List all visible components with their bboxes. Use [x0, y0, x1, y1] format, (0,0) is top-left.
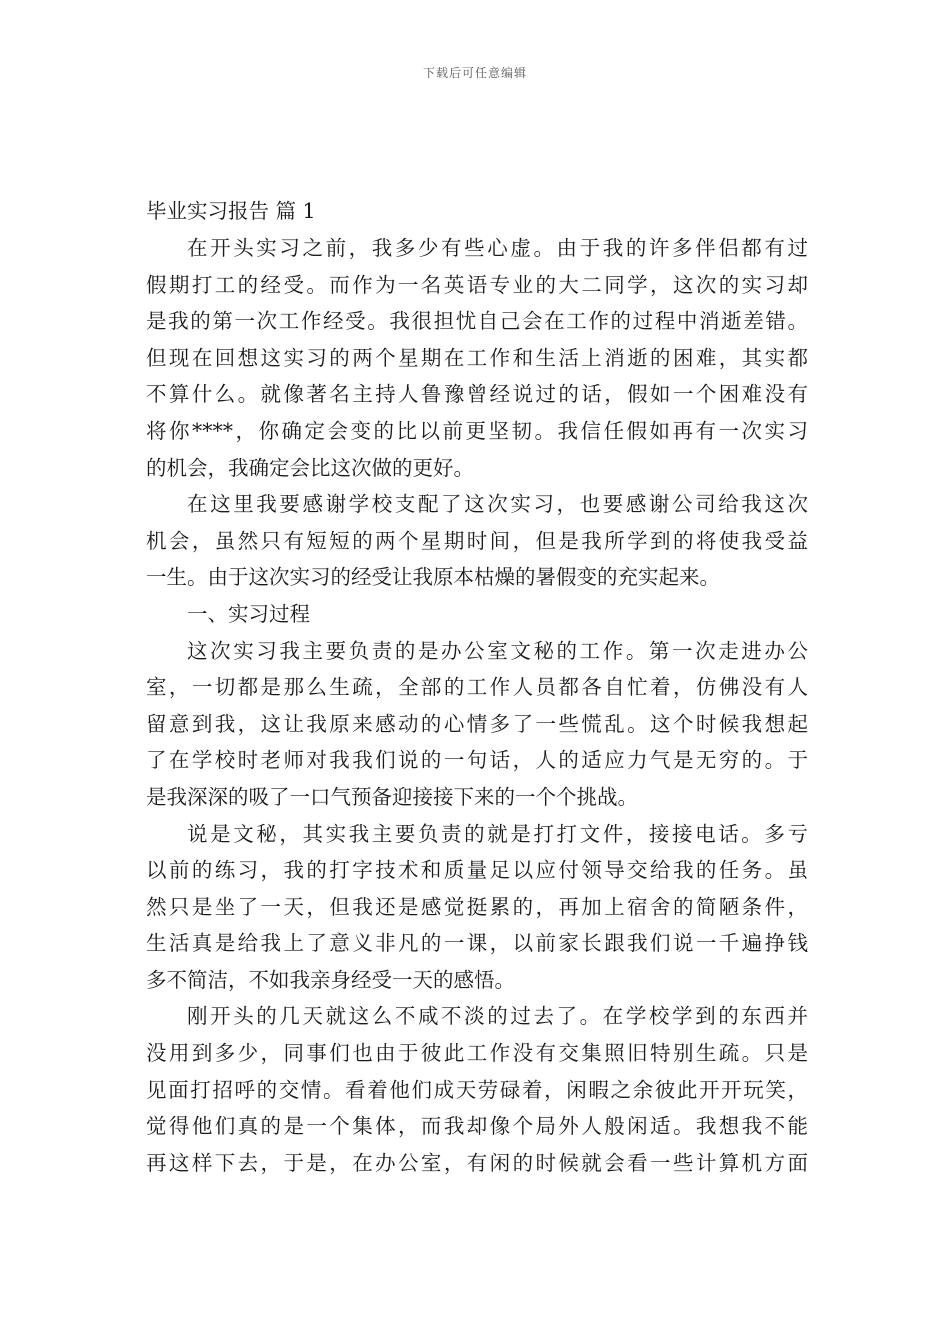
- document-body: [146, 196, 808, 1181]
- text-line: 然只是坐了一天，但我还是感觉挺累的，再加上宿舍的简陋条件，: [146, 894, 808, 919]
- paragraph-lines: [146, 230, 808, 1181]
- text-line: 留意到我，这让我原来感动的心情多了一些慌乱。这个时候我想起: [146, 711, 808, 736]
- text-line: 但现在回想这实习的两个星期在工作和生活上消逝的困难，其实都: [146, 345, 808, 370]
- text-line: 在这里我要感谢学校支配了这次实习，也要感谢公司给我这次: [187, 492, 808, 517]
- text-line: 这次实习我主要负责的是办公室文秘的工作。第一次走进办公: [187, 638, 808, 663]
- document-title: 毕业实习报告 篇 1: [146, 199, 316, 223]
- text-line: 是我深深的吸了一口气预备迎接接下来的一个个挑战。: [146, 784, 638, 809]
- text-line: 室，一切都是那么生疏，全部的工作人员都各自忙着，仿佛没有人: [146, 675, 808, 700]
- text-line: 多不简洁，不如我亲身经受一天的感悟。: [146, 967, 515, 992]
- text-line: 机会，虽然只有短短的两个星期时间，但是我所学到的将使我受益: [146, 528, 808, 553]
- text-line: 说是文秘，其实我主要负责的就是打打文件，接接电话。多亏: [187, 821, 808, 846]
- text-line: 了在学校时老师对我我们说的一句话，人的适应力气是无穷的。于: [146, 748, 808, 773]
- text-line: 是我的第一次工作经受。我很担忧自己会在工作的过程中消逝差错。: [146, 309, 808, 334]
- text-line: 以前的练习，我的打字技术和质量足以应付领导交给我的任务。虽: [146, 858, 808, 883]
- text-line: 没用到多少，同事们也由于彼此工作没有交集照旧特别生疏。只是: [146, 1041, 808, 1066]
- text-line: 不算什么。就像著名主持人鲁豫曾经说过的话，假如一个困难没有: [146, 382, 808, 407]
- text-line: 一生。由于这次实习的经受让我原本枯燥的暑假变的充实起来。: [146, 565, 720, 590]
- text-line: 将你****，你确定会变的比以前更坚韧。我信任假如再有一次实习: [146, 418, 808, 443]
- text-line: 再这样下去，于是，在办公室，有闲的时候就会看一些计算机方面: [146, 1150, 808, 1175]
- text-line: 刚开头的几天就这么不咸不淡的过去了。在学校学到的东西并: [187, 1004, 808, 1029]
- text-line: 的机会，我确定会比这次做的更好。: [146, 455, 474, 480]
- text-line: 觉得他们真的是一个集体，而我却像个局外人般闲适。我想我不能: [146, 1114, 808, 1139]
- header-note: 下载后可任意编辑: [422, 66, 527, 80]
- text-line: 假期打工的经受。而作为一名英语专业的大二同学，这次的实习却: [146, 272, 808, 297]
- text-line: 见面打招呼的交情。看着他们成天劳碌着，闲暇之余彼此开开玩笑，: [146, 1077, 808, 1102]
- text-line: 一、实习过程: [187, 601, 310, 626]
- text-line: 生活真是给我上了意义非凡的一课，以前家长跟我们说一千遍挣钱: [146, 931, 808, 956]
- text-line: 在开头实习之前，我多少有些心虚。由于我的许多伴侣都有过: [187, 236, 808, 260]
